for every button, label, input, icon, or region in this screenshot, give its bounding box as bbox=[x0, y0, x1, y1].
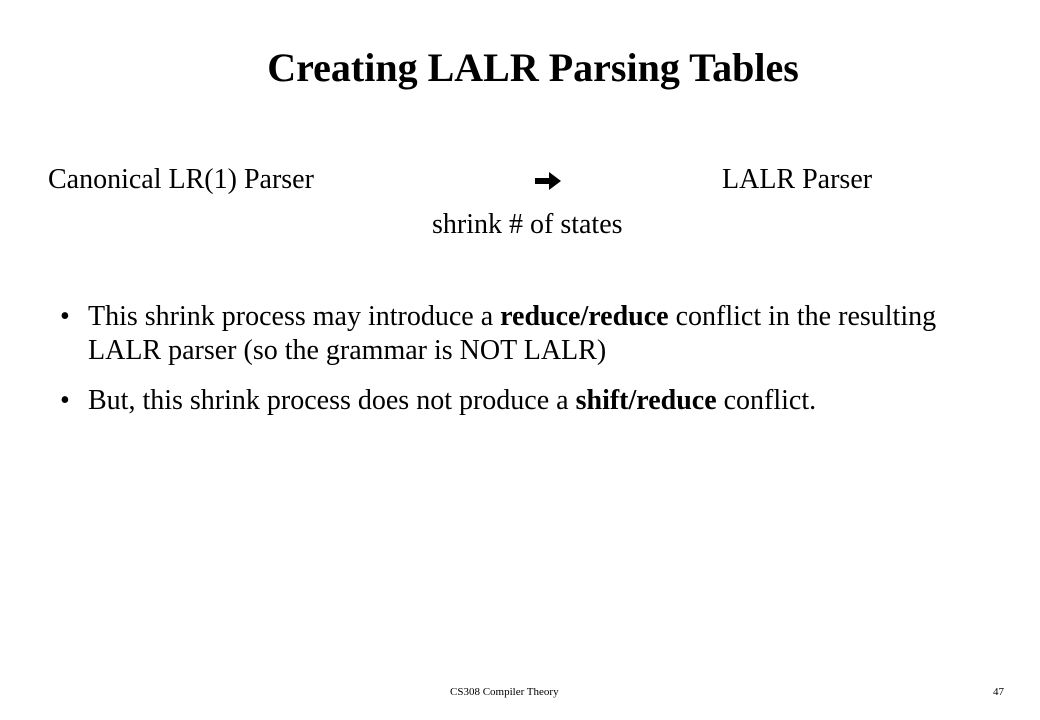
right-arrow-icon bbox=[534, 160, 562, 200]
bullet-text-part: conflict in the resulting LALR parser (so the grammar is NOT LALR) bbox=[88, 301, 937, 366]
bullet-text-part: conflict. bbox=[716, 385, 817, 416]
page-number: 47 bbox=[993, 686, 1004, 698]
bullet-item bbox=[48, 384, 948, 418]
footer-course-label: CS308 Compiler Theory bbox=[450, 686, 559, 698]
bullet-text-part: But, this shrink process does not produce a bbox=[88, 385, 576, 416]
bullet-item bbox=[48, 300, 948, 368]
source-parser-label: Canonical LR(1) Parser bbox=[48, 164, 314, 195]
bullet-emphasis: shift/reduce bbox=[575, 385, 717, 416]
target-parser-label: LALR Parser bbox=[722, 164, 873, 195]
bullet-text bbox=[88, 301, 936, 366]
bullet-text bbox=[88, 385, 816, 416]
transform-note: shrink # of states bbox=[432, 209, 623, 240]
slide-title: Creating LALR Parsing Tables bbox=[267, 45, 799, 90]
bullet-list bbox=[48, 300, 948, 434]
parser-transform-row bbox=[0, 160, 1040, 200]
bullet-text-part: This shrink process may introduce a bbox=[88, 301, 501, 332]
bullet-marker: • bbox=[60, 385, 70, 416]
bullet-emphasis: reduce/reduce bbox=[500, 301, 669, 332]
bullet-marker: • bbox=[60, 301, 70, 332]
